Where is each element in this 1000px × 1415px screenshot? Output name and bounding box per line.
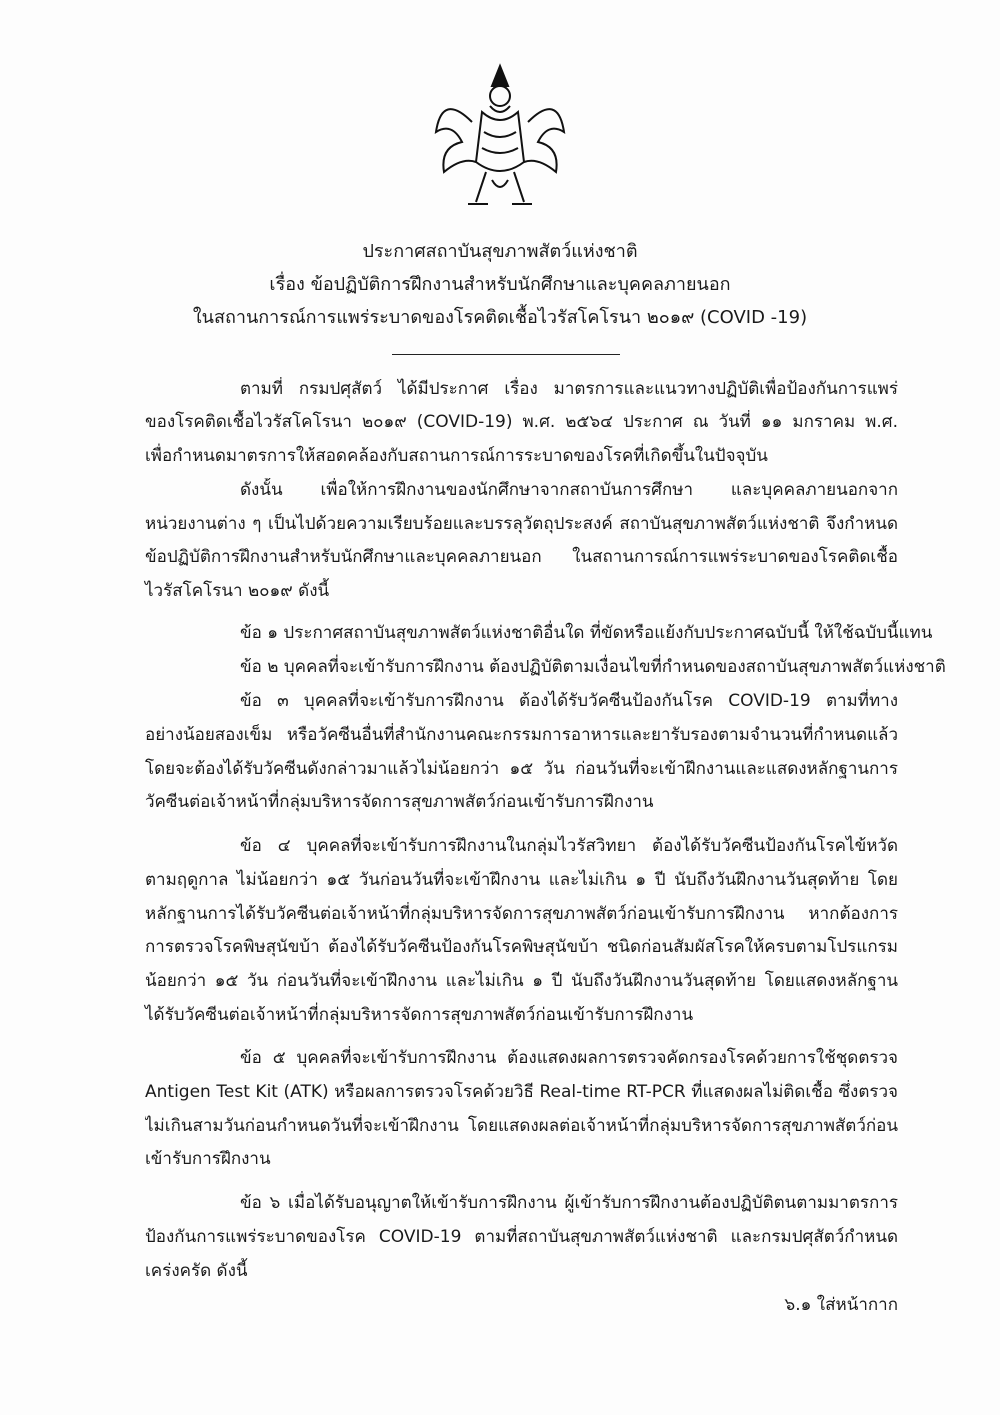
paragraph-line: ข้อ ๔ บุคคลที่จะเข้ารับการฝึกงานในกลุ่มไวรัสวิทยา ต้องได้รับวัคซีนป้องกันโรคไข้หวัด <box>240 836 898 856</box>
paragraph-line: ของโรคติดเชื้อไวรัสโคโรนา ๒๐๑๙ (COVID-19) พ.ศ. ๒๕๖๔ ประกาศ ณ วันที่ ๑๑ มกราคม พ.ศ. <box>145 412 898 432</box>
subject-line-2: ในสถานการณ์การแพร่ระบาดของโรคติดเชื้อไวรัสโคโรนา ๒๐๑๙ (COVID -19) <box>192 307 808 328</box>
paragraph-line: ข้อ ๖ เมื่อได้รับอนุญาตให้เข้ารับการฝึกงาน ผู้เข้ารับการฝึกงานต้องปฏิบัติตนตามมาตรการ <box>240 1193 898 1213</box>
paragraph-line: การตรวจโรคพิษสุนัขบ้า ต้องได้รับวัคซีนป้องกันโรคพิษสุนัขบ้า ชนิดก่อนสัมผัสโรคให้ครบตามโปรแกรม <box>145 937 898 957</box>
paragraph-line: Antigen Test Kit (ATK) หรือผลการตรวจโรคด้วยวิธี Real-time RT-PCR ที่แสดงผลไม่ติดเชื้อ ซึ่งตรวจ <box>145 1082 898 1102</box>
paragraph-line: ดังนั้น เพื่อให้การฝึกงานของนักศึกษาจากสถาบันการศึกษา และบุคคลภายนอกจาก <box>240 480 898 500</box>
paragraph-line: วัคซีนต่อเจ้าหน้าที่กลุ่มบริหารจัดการสุขภาพสัตว์ก่อนเข้ารับการฝึกงาน <box>145 792 654 812</box>
title-line: ประกาศสถาบันสุขภาพสัตว์แห่งชาติ <box>362 241 638 262</box>
paragraph-line: ข้อ ๑ ประกาศสถาบันสุขภาพสัตว์แห่งชาติอื่นใด ที่ขัดหรือแย้งกับประกาศฉบับนี้ ให้ใช้ฉบับนี้แทน <box>240 623 933 643</box>
paragraph-line: ตามที่ กรมปศุสัตว์ ได้มีประกาศ เรื่อง มาตรการและแนวทางปฏิบัติเพื่อป้องกันการแพร่ <box>240 379 898 399</box>
paragraph-line: เข้ารับการฝึกงาน <box>145 1149 271 1169</box>
paragraph-line: ตามฤดูกาล ไม่น้อยกว่า ๑๕ วันก่อนวันที่จะเข้าฝึกงาน และไม่เกิน ๑ ปี นับถึงวันฝึกงานวันสุดท้าย โดย <box>145 870 898 890</box>
paragraph-line: ข้อ ๒ บุคคลที่จะเข้ารับการฝึกงาน ต้องปฏิบัติตามเงื่อนไขที่กำหนดของสถาบันสุขภาพสัตว์แห่งชาติ <box>240 657 946 677</box>
paragraph-line: โดยจะต้องได้รับวัคซีนดังกล่าวมาแล้วไม่น้อยกว่า ๑๕ วัน ก่อนวันที่จะเข้าฝึกงานและแสดงหลักฐานการ <box>145 759 898 779</box>
paragraph-line: ข้อ ๓ บุคคลที่จะเข้ารับการฝึกงาน ต้องได้รับวัคซีนป้องกันโรค COVID-19 ตามที่ทาง <box>240 691 898 711</box>
subject-line: เรื่อง ข้อปฏิบัติการฝึกงานสำหรับนักศึกษาและบุคคลภายนอก <box>269 274 731 295</box>
paragraph-line: ไวรัสโคโรนา ๒๐๑๙ ดังนี้ <box>145 581 330 601</box>
paragraph-line: เคร่งครัด ดังนี้ <box>145 1261 248 1281</box>
title-divider <box>392 354 620 355</box>
paragraph-line: ข้อ ๕ บุคคลที่จะเข้ารับการฝึกงาน ต้องแสดงผลการตรวจคัดกรองโรคด้วยการใช้ชุดตรวจ <box>240 1048 898 1068</box>
paragraph-line: ได้รับวัคซีนต่อเจ้าหน้าที่กลุ่มบริหารจัดการสุขภาพสัตว์ก่อนเข้ารับการฝึกงาน <box>145 1005 694 1025</box>
continuation-text: ๖.๑ ใส่หน้ากาก <box>784 1295 898 1315</box>
paragraph-line: ป้องกันการแพร่ระบาดของโรค COVID-19 ตามที่สถาบันสุขภาพสัตว์แห่งชาติ และกรมปศุสัตว์กำหนด <box>145 1227 898 1247</box>
paragraph-line: ข้อปฏิบัติการฝึกงานสำหรับนักศึกษาและบุคคลภายนอก ในสถานการณ์การแพร่ระบาดของโรคติดเชื้อ <box>145 547 898 567</box>
paragraph-line: หน่วยงานต่าง ๆ เป็นไปด้วยความเรียบร้อยและบรรลุวัตถุประสงค์ สถาบันสุขภาพสัตว์แห่งชาติ จึงกำหนด <box>145 514 898 534</box>
paragraph-line: น้อยกว่า ๑๕ วัน ก่อนวันที่จะเข้าฝึกงาน และไม่เกิน ๑ ปี นับถึงวันฝึกงานวันสุดท้าย โดยแสดงหลักฐาน <box>145 971 898 991</box>
paragraph-line: เพื่อกำหนดมาตรการให้สอดคล้องกับสถานการณ์การระบาดของโรคที่เกิดขึ้นในปัจจุบัน <box>145 446 768 466</box>
paragraph-line: อย่างน้อยสองเข็ม หรือวัคซีนอื่นที่สำนักงานคณะกรรมการอาหารและยารับรองตามจำนวนที่กำหนดแล้ว <box>145 725 898 745</box>
paragraph-line: หลักฐานการได้รับวัคซีนต่อเจ้าหน้าที่กลุ่มบริหารจัดการสุขภาพสัตว์ก่อนเข้ารับการฝึกงาน หากต้องการ <box>145 904 898 924</box>
garuda-emblem-icon <box>432 62 568 212</box>
paragraph-line: ไม่เกินสามวันก่อนกำหนดวันที่จะเข้าฝึกงาน โดยแสดงผลต่อเจ้าหน้าที่กลุ่มบริหารจัดการสุขภาพสัตว์ก่อน <box>145 1116 898 1136</box>
